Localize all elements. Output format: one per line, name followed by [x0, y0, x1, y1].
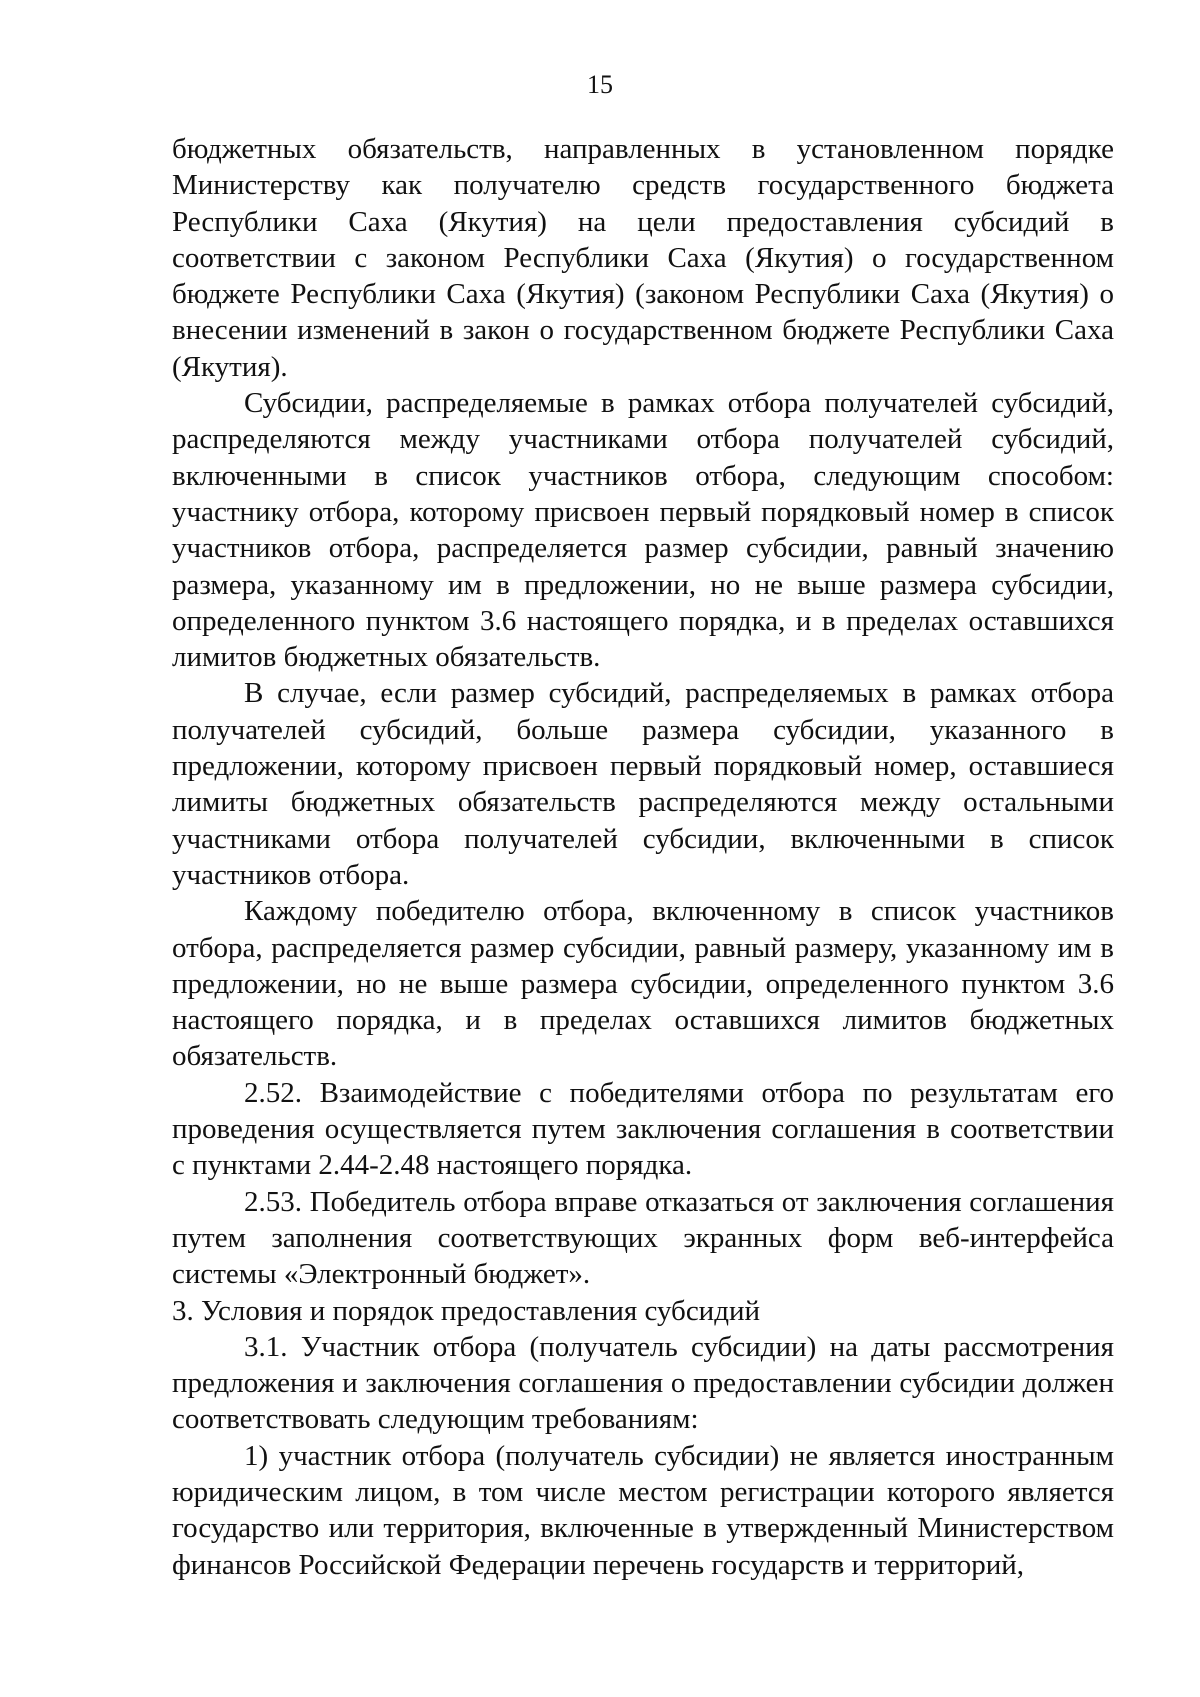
paragraph-clause-2-52: 2.52. Взаимодействие с победителями отбора по результатам его проведения осуществляется путем заключения соглашения в соответствии с пунктами 2.44-2.48 настоящего порядка. — [172, 1076, 1114, 1182]
page-number: 15 — [587, 70, 613, 99]
paragraph-clause-2-53: 2.53. Победитель отбора вправе отказаться от заключения соглашения путем заполнения соответствующих экранных форм веб-интерфейса системы «Электронный бюджет». — [172, 1185, 1114, 1291]
paragraph-remaining-limits: В случае, если размер субсидий, распределяемых в рамках отбора получателей субсидий, больше размера субсидии, указанного в предложении, которому присвоен первый порядковый номер, оставшиеся лимиты бюджетных обязательств распределяются между остальными участниками отбора получателей субсидии, включенными в список участников отбора. — [172, 677, 1114, 891]
paragraph-clause-3-1: 3.1. Участник отбора (получатель субсидии) на даты рассмотрения предложения и заключения соглашения о предоставлении субсидии должен соответствовать следующим требованиям: — [172, 1330, 1114, 1436]
document-body — [172, 131, 1114, 1583]
paragraph-subsidy-distribution: Субсидии, распределяемые в рамках отбора получателей субсидий, распределяются между участниками отбора получателей субсидий, включенными в список участников отбора, следующим способом: участнику отбора, которому присвоен первый порядковый номер в список участников отбора, распределяется размер субсидии, равный значению размера, указанному им в предложении, но не выше размера субсидии, определенного пунктом 3.6 настоящего порядка, и в пределах оставшихся лимитов бюджетных обязательств. — [172, 387, 1114, 674]
paragraph-budget-obligations-continued: бюджетных обязательств, направленных в установленном порядке Министерству как получателю средств государственного бюджета Республики Саха (Якутия) на цели предоставления субсидий в соответствии с законом Республики Саха (Якутия) о государственном бюджете Республики Саха (Якутия) (законом Республики Саха (Якутия) о внесении изменений в закон о государственном бюджете Республики Саха (Якутия). — [172, 133, 1114, 383]
paragraph-requirement-1: 1) участник отбора (получатель субсидии) не является иностранным юридическим лицом, в том числе местом регистрации которого является государство или территория, включенные в утвержденный Министерством финансов Российской Федерации перечень государств и территорий, — [172, 1439, 1114, 1581]
paragraph-each-winner: Каждому победителю отбора, включенному в список участников отбора, распределяется размер субсидии, равный размеру, указанному им в предложении, но не выше размера субсидии, определенного пунктом 3.6 настоящего порядка, и в пределах оставшихся лимитов бюджетных обязательств. — [172, 895, 1114, 1073]
section-heading: 3. Условия и порядок предоставления субсидий — [172, 1294, 761, 1327]
